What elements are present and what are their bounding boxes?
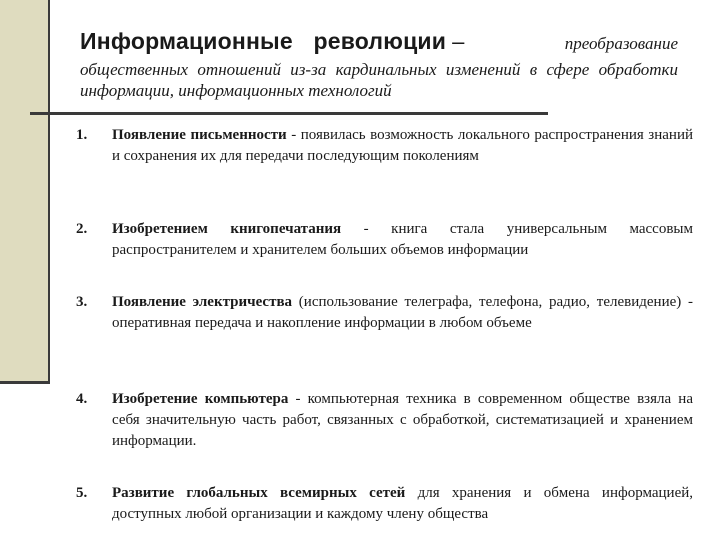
- item-number: 4.: [76, 391, 88, 407]
- item-description: - компьютерная техника в современном обществе взяла на себя значительную часть работ, связанных с обработкой, систематизацией и хранением информации.: [112, 391, 693, 449]
- list-item: [76, 389, 693, 452]
- item-text: [112, 483, 693, 525]
- title-dash: –: [452, 29, 465, 54]
- title-italic-rest: общественных отношений из-за кардинальных изменений в сфере обработки информации, информационных технологий: [80, 60, 678, 100]
- item-term: Появление электричества: [112, 294, 293, 310]
- title-italic-start: преобразование: [564, 34, 678, 53]
- list-item: [76, 483, 693, 525]
- decorative-side-bar-border: [48, 0, 50, 383]
- list-item: [76, 219, 693, 261]
- item-number: 1.: [76, 127, 88, 143]
- title-main-wrap: [80, 28, 464, 55]
- item-term: Появление письменности: [112, 127, 287, 143]
- item-term: Развитие глобальных всемирных сетей: [112, 485, 406, 501]
- item-number: 2.: [76, 221, 88, 237]
- item-number: 5.: [76, 485, 88, 501]
- decorative-side-bar-foot: [0, 381, 50, 384]
- item-description: - появилась возможность локального распространения знаний и сохранения их для передачи последующим поколениям: [112, 127, 693, 164]
- title-divider: [30, 112, 548, 115]
- item-number: 3.: [76, 294, 88, 310]
- item-term: Изобретение компьютера: [112, 391, 289, 407]
- item-text: [112, 389, 693, 452]
- title-first-line: [80, 28, 678, 55]
- item-text: [112, 292, 693, 334]
- item-term: Изобретением книгопечатания: [112, 221, 342, 237]
- item-text: [112, 219, 693, 261]
- list-item: [76, 292, 693, 334]
- item-description: для хранения и обмена информацией, доступных любой организации и каждому члену общества: [112, 485, 694, 522]
- list-item: [76, 125, 693, 167]
- item-text: [112, 125, 693, 167]
- decorative-side-bar: [0, 0, 48, 383]
- slide-title: [80, 28, 678, 101]
- title-main: Информационные революции: [80, 28, 447, 54]
- item-description: - книга стала универсальным массовым распространителем и хранителем больших объемов информации: [112, 221, 693, 258]
- item-description: (использование телеграфа, телефона, радио, телевидение) - оперативная передача и накопление информации в любом объеме: [112, 294, 693, 331]
